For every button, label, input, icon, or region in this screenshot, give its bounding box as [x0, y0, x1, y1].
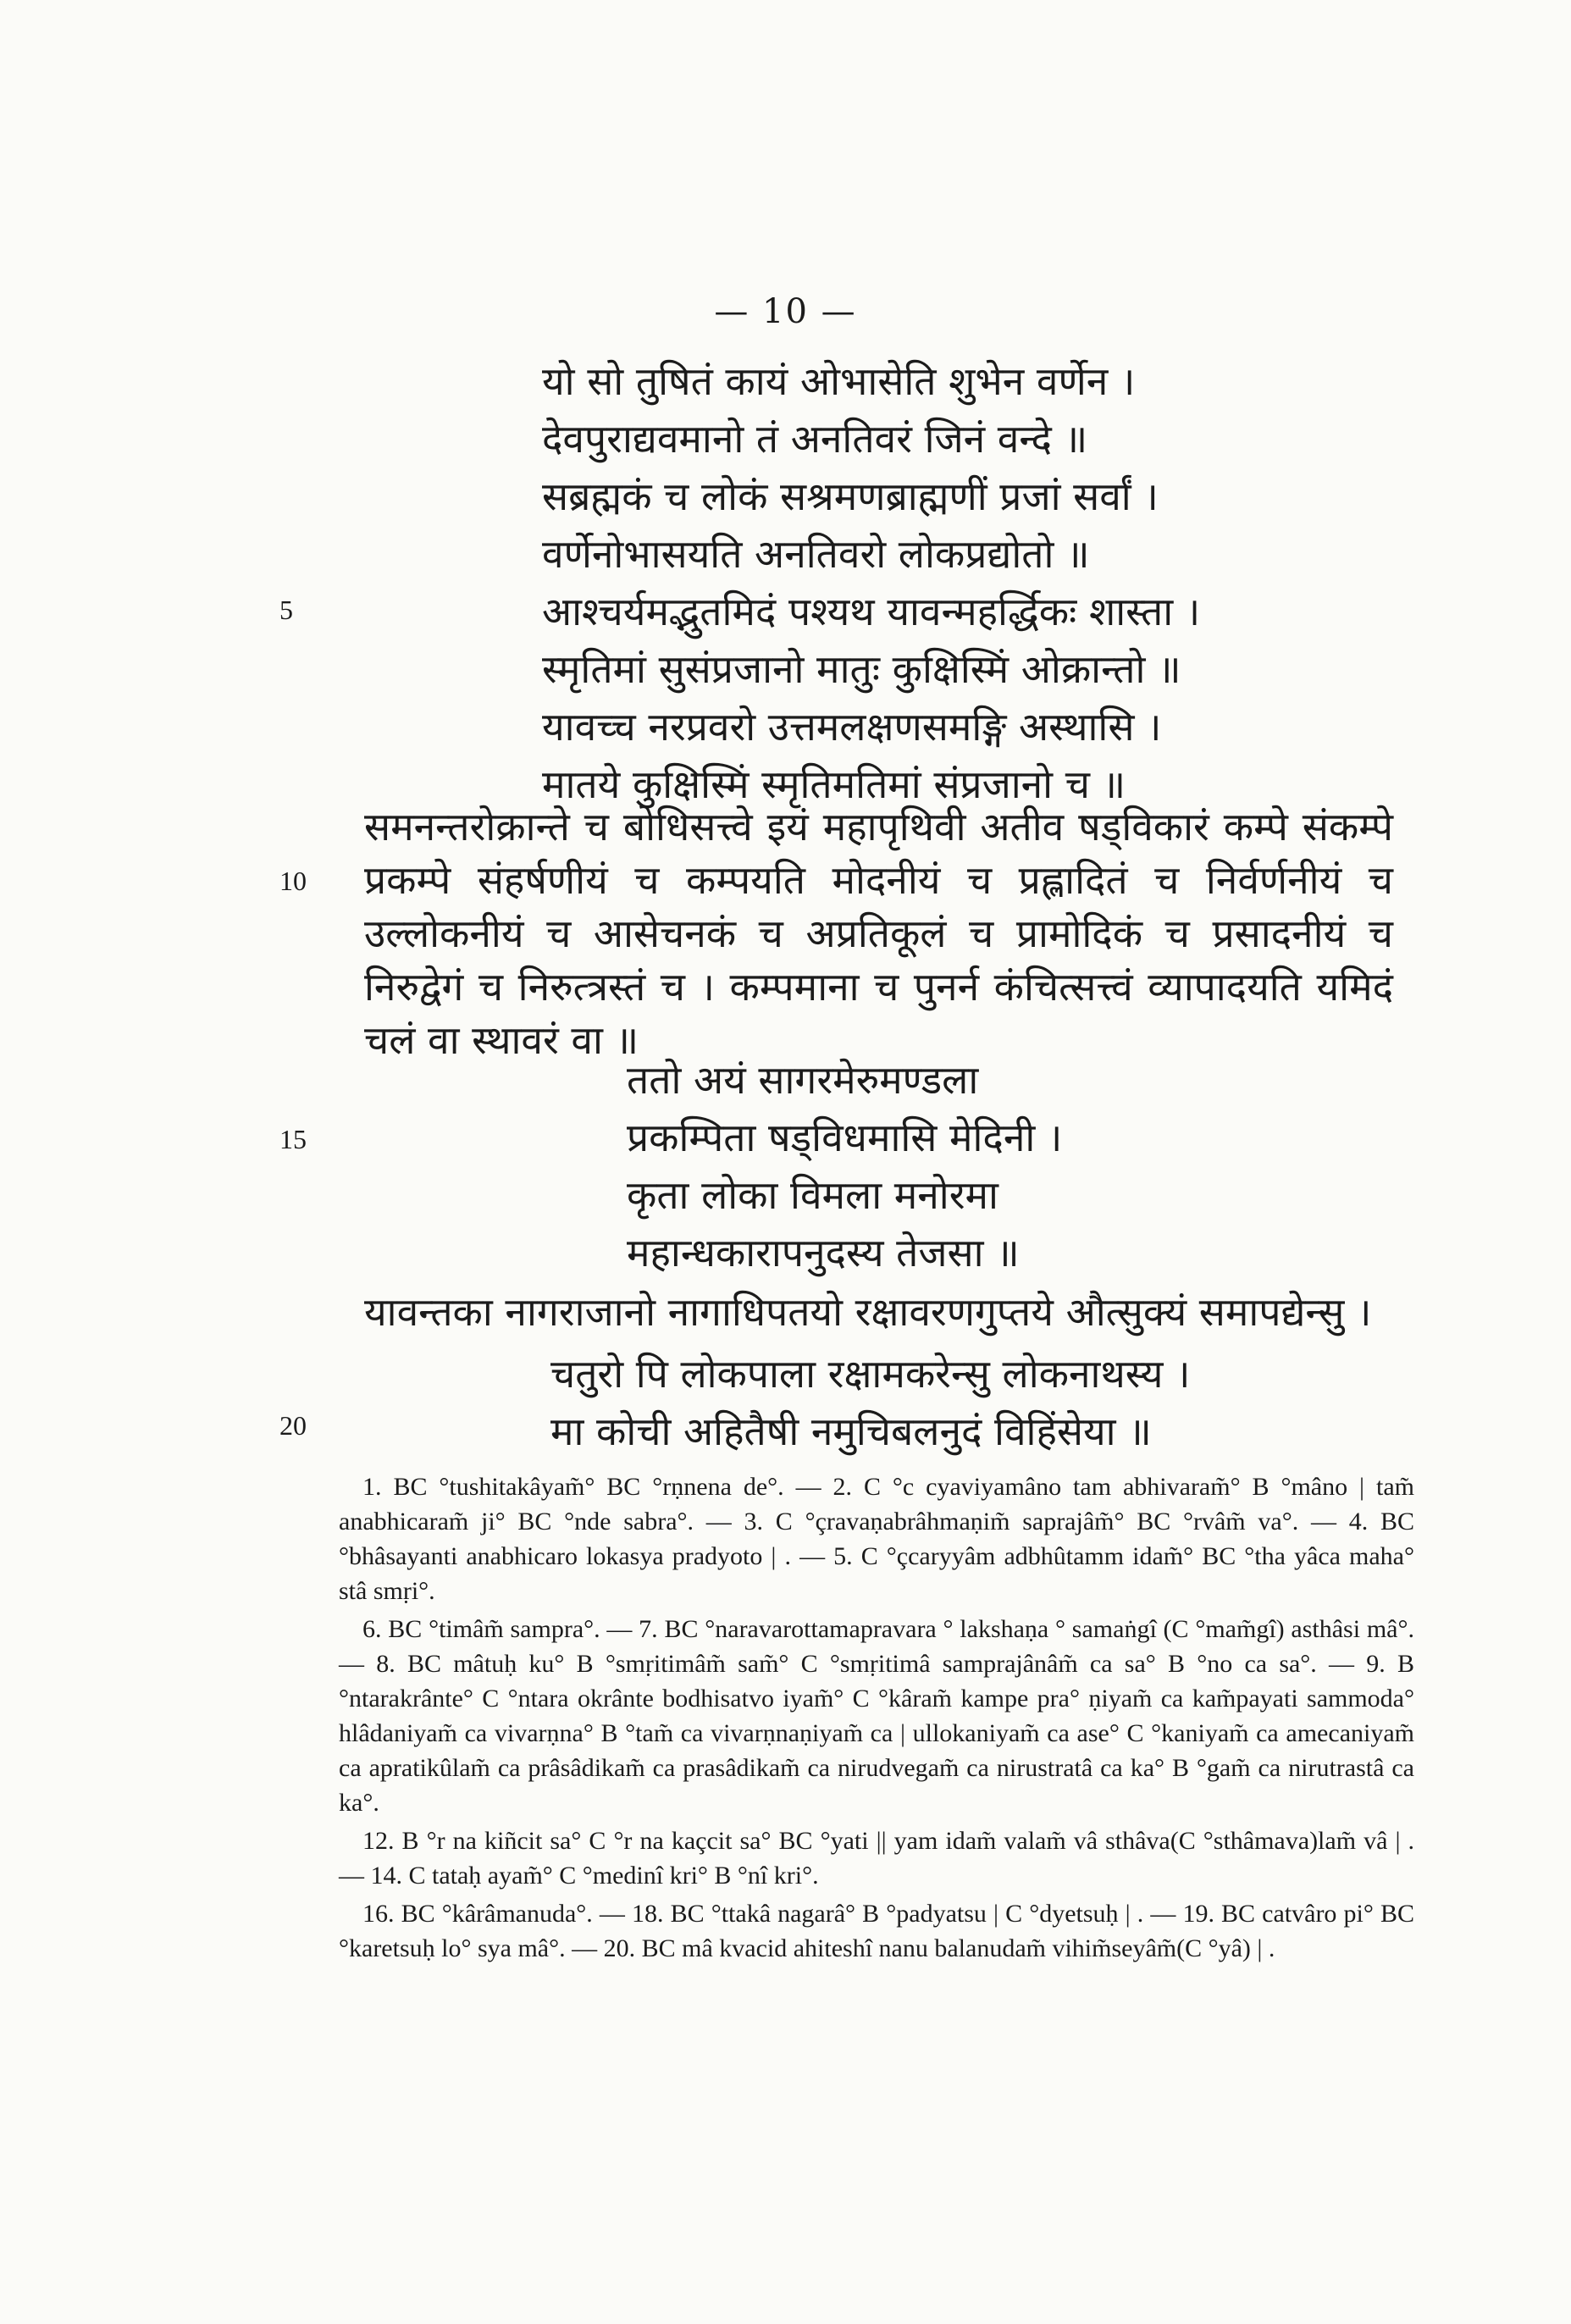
verse-line: प्रकम्पिता षड्विधमासि मेदिनी । — [627, 1115, 1063, 1160]
footnotes — [339, 1469, 1414, 1969]
verse-line: मातये कुक्षिस्मिं स्मृतिमतिमां संप्रजानो च ॥ — [542, 761, 1126, 807]
verse-line: महान्धकारापनुदस्य तेजसा ॥ — [627, 1230, 1020, 1275]
footnote: 6. BC °timâm̃ sampra°. — 7. BC °naravarottamapravara ° lakshaṇa ° samaṅgî (C °mam̃gî) asthâsi mâ°. — 8. BC mâtuḥ ku° B °smṛitimâm̃ sam̃° C °smṛitimâ samprajânâm̃ ca sa° B °no ca sa°. — 9. B °ntarakrânte° C °ntara okrânte bodhisatvo iyam̃° C °kâram̃ kampe pra° ṇiyam̃ ca kam̃payati sammoda° hlâdaniyam̃ ca vivarṇna° B °tam̃ ca vivarṇnaṇiyam̃ ca | ullokaniyam̃ ca ase° C °kaniyam̃ ca amecaniyam̃ ca apratikûlam̃ ca prâsâdikam̃ ca prasâdikam̃ ca nirudvegam̃ ca nirustratâ ca ka° B °gam̃ ca nirutrastâ ca ka°. — [339, 1615, 1414, 1817]
verse-line: यो सो तुषितं कायं ओभासेति शुभेन वर्णेन । — [542, 358, 1136, 404]
footnote: 1. BC °tushitakâyam̃° BC °rṇnena de°. — 2. C °c cyaviyamâno tam abhivaram̃° B °mâno | tam̃ anabhicaram̃ ji° BC °nde sabra°. — 3. C °çravaṇabrâhmaṇim̃ saprajâm̃° BC °rvâm̃ va°. — 4. BC °bhâsayanti anabhicaro lokasya pradyoto | . — 5. C °çcaryyâm adbhûtamm idam̃° BC °tha yâca maha° stâ smṛi°. — [339, 1473, 1414, 1605]
verse-line: मा कोची अहितैषी नमुचिबलनुदं विहिंसेया ॥ — [550, 1408, 1152, 1454]
verse-line: कृता लोका विमला मनोरमा — [627, 1172, 998, 1218]
prose-paragraph-2: यावन्तका नागराजानो नागाधिपतयो रक्षावरणगुप्तये औत्सुक्यं समापद्येन्सु । — [364, 1289, 1372, 1335]
page-number: — 10 — — [714, 292, 857, 331]
footnote: 12. B °r na kiñcit sa° C °r na kaçcit sa° BC °yati || yam idam̃ valam̃ vâ sthâva(C °sthâmava)lam̃ vâ | . — 14. C tataḥ ayam̃° C °medinî kri° B °nî kri°. — [339, 1827, 1414, 1890]
verse-line: देवपुराद्यवमानो तं अनतिवरं जिनं वन्दे ॥ — [542, 416, 1088, 462]
verse-line: ततो अयं सागरमेरुमण्डला — [627, 1057, 979, 1103]
verse-line: आश्चर्यमद्भुतमिदं पश्यथ यावन्महर्द्धिकः शास्ता । — [542, 589, 1201, 634]
line-number: 10 — [279, 866, 307, 896]
line-number: 15 — [279, 1124, 307, 1154]
line-number: 20 — [279, 1410, 307, 1441]
line-number: 5 — [279, 595, 293, 625]
verse-line: चतुरो पि लोकपाला रक्षामकरेन्सु लोकनाथस्य । — [550, 1351, 1191, 1397]
verse-line: स्मृतिमां सुसंप्रजानो मातुः कुक्षिस्मिं ओक्रान्तो ॥ — [542, 646, 1181, 692]
verse-line: सब्रह्मकं च लोकं सश्रमणब्राह्मणीं प्रजां सर्वां । — [542, 473, 1159, 519]
prose-paragraph-1: समनन्तरोक्रान्ते च बोधिसत्त्वे इयं महापृथिवी अतीव षड्विकारं कम्पे संकम्पे प्रकम्पे संहर्षणीयं च कम्पयति मोदनीयं च प्रह्लादितं च निर्वर्णनीयं च उल्लोकनीयं च आसेचनकं च अप्रतिकूलं च प्रामोदिकं च प्रसादनीयं च निरुद्वेगं च निरुत्त्रस्तं च । कम्पमाना च पुनर्न कंचित्सत्त्वं व्यापादयति यमिदं चलं वा स्थावरं वा ॥ — [364, 804, 1393, 1063]
footnote: 16. BC °kârâmanuda°. — 18. BC °ttakâ nagarâ° B °padyatsu | C °dyetsuḥ | . — 19. BC catvâro pi° BC °karetsuḥ lo° sya mâ°. — 20. BC mâ kvacid ahiteshî nanu balanudam̃ vihim̃seyâm̃(C °yâ) | . — [339, 1900, 1414, 1962]
verse-line: वर्णेनोभासयति अनतिवरो लोकप्रद्योतो ॥ — [542, 531, 1090, 577]
verse-line: यावच्च नरप्रवरो उत्तमलक्षणसमङ्गि अस्थासि । — [542, 704, 1162, 750]
